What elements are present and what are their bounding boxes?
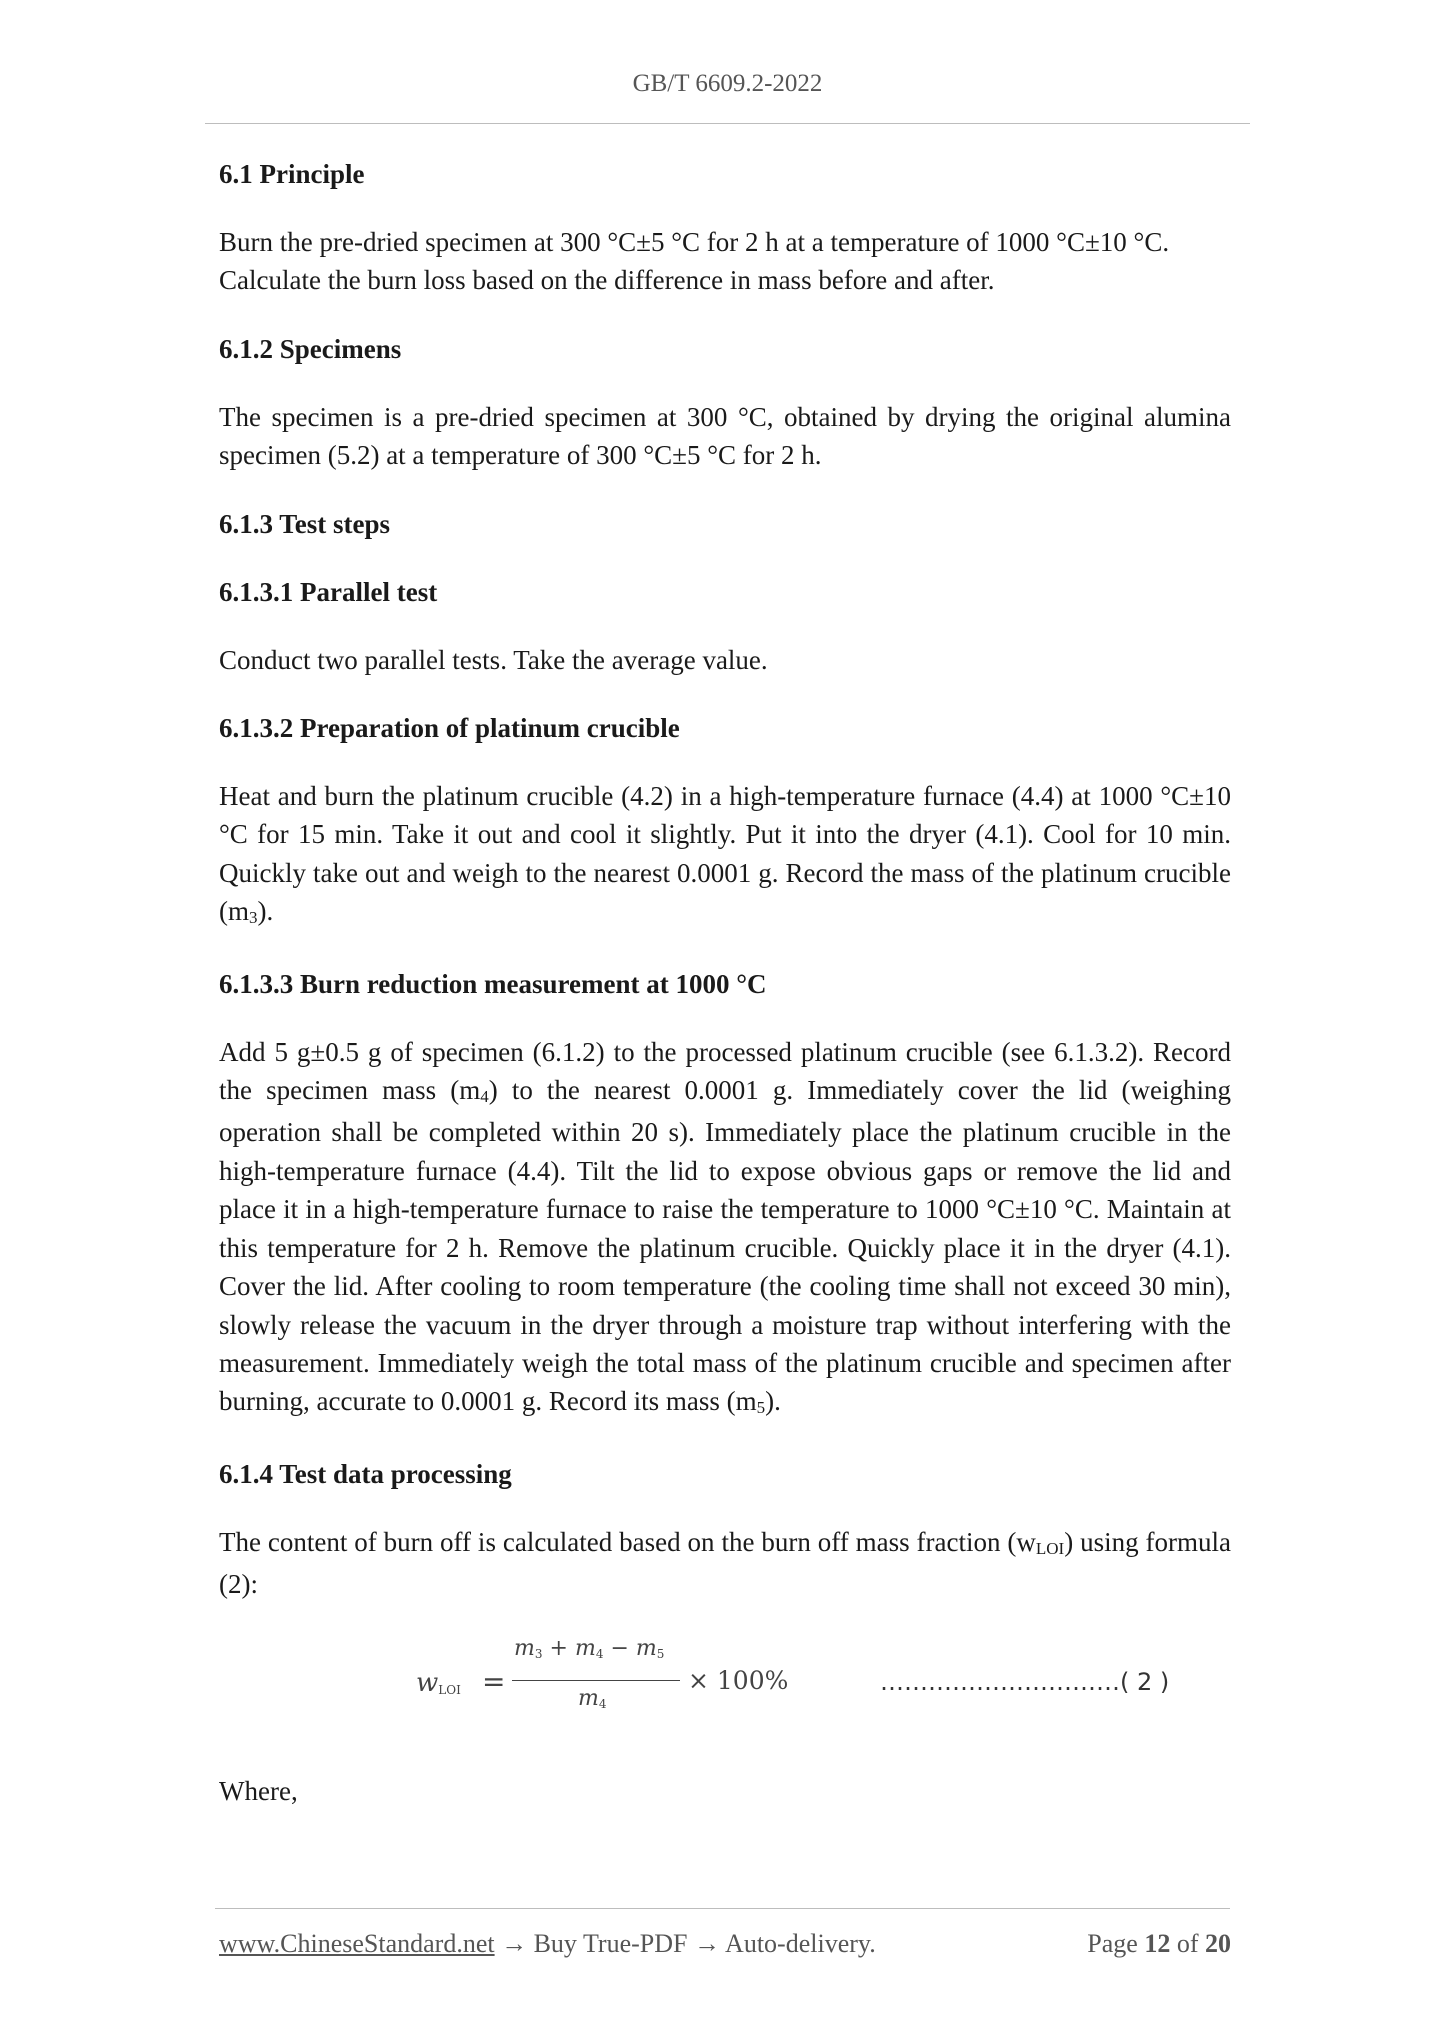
document-header [205, 70, 1250, 98]
document-footer [219, 1929, 1231, 1959]
header-divider [205, 123, 1250, 124]
heading-6-1-2: 6.1.2 Specimens [219, 333, 402, 364]
page-indicator [1087, 1929, 1231, 1959]
formula-subscript: 4 [598, 1696, 607, 1711]
footer-divider [215, 1908, 1230, 1909]
footer-promo: → Buy True-PDF → Auto-delivery. [494, 1929, 876, 1958]
paragraph-6-1-4 [219, 1523, 1231, 1604]
document-body [219, 155, 1231, 1840]
page-word: Page [1087, 1929, 1138, 1958]
formula-operator: + [542, 1635, 575, 1661]
paragraph-text: The content of burn off is calculated based on the burn off mass fraction (w [219, 1526, 1036, 1557]
heading-6-1-3-1: 6.1.3.1 Parallel test [219, 576, 438, 607]
paragraph-text: ). [257, 896, 274, 927]
formula-equals: = [482, 1664, 506, 1698]
paragraph-text: ). [765, 1386, 781, 1417]
formula-subscript: 3 [534, 1646, 543, 1661]
subscript: 3 [249, 908, 258, 928]
subscript: LOI [1035, 1538, 1065, 1558]
subscript: 4 [480, 1087, 489, 1107]
fraction-bar [512, 1680, 680, 1681]
heading-6-1-3: 6.1.3 Test steps [219, 508, 391, 539]
formula-subscript: LOI [438, 1682, 461, 1697]
formula-variable: m [635, 1635, 657, 1661]
paragraph-6-1-3-1: Conduct two parallel tests. Take the average value. [219, 644, 768, 675]
paragraph-6-1-3-3 [219, 1033, 1231, 1425]
paragraph-text: ) to the nearest 0.0001 g. Immediately cover the lid (weighing operation shall be completed within 20 s). Immediately place the platinum crucible in the high-temperature furnace (4.4). Tilt the lid to expose obvious gaps or remove the lid and place it in a high-temperature furnace to raise the temperature to 1000 °C±10 °C. Maintain at this temperature for 2 h. Remove the platinum crucible. Quickly place it in the dryer (4.1). Cover the lid. After cooling to room temperature (the cooling time shall not exceed 30 min), slowly release the vacuum in the dryer through a moisture trap without interfering with the measurement. Immediately weigh the total mass of the platinum crucible and specimen after burning, accurate to 0.0001 g. Record its mass (m [219, 1075, 1231, 1417]
formula-variable: m [574, 1635, 596, 1661]
subscript: 5 [756, 1398, 766, 1418]
paragraph-text: Add 5 g±0.5 g of specimen (6.1.2) to the processed platinum crucible (see 6.1.3.2). Record the specimen mass (m [219, 1036, 1231, 1106]
heading-6-1-4: 6.1.4 Test data processing [219, 1458, 512, 1489]
where-label: Where, [219, 1775, 298, 1806]
formula-variable: w [416, 1667, 439, 1698]
formula-expression [416, 1634, 816, 1734]
paragraph-text: Heat and burn the platinum crucible (4.2) in a high-temperature furnace (4.4) at 1000 °C±10 °C for 15 min. Take it out and cool it slightly. Put it into the dryer (4.1). Cool for 10 min. Quickly take out and weigh to the nearest 0.0001 g. Record the mass of the platinum crucible (m [219, 781, 1231, 927]
site-link[interactable]: www.ChineseStandard.net [219, 1929, 495, 1958]
formula-variable: m [514, 1635, 535, 1661]
paragraph-6-1-2: The specimen is a pre-dried specimen at 300 °C, obtained by drying the original alumina specimen (5.2) at a temperature of 300 °C±5 °C for 2 h. [219, 401, 1231, 471]
paragraph-6-1-3-2 [219, 777, 1231, 935]
formula-lhs [416, 1668, 461, 1698]
formula-operator: − [603, 1635, 636, 1661]
formula-2 [219, 1634, 1231, 1734]
formula-variable: m [578, 1685, 599, 1711]
formula-numerator [514, 1636, 664, 1661]
page-total: 20 [1205, 1929, 1231, 1958]
paragraph-text: ) using formula (2): [219, 1526, 1231, 1600]
paragraph-6-1: Burn the pre-dried specimen at 300 °C±5 °C for 2 h at a temperature of 1000 °C±10 °C. Calculate the burn loss based on the difference in mass before and after. [219, 227, 1170, 296]
formula-times-100: × 100% [688, 1665, 789, 1695]
heading-6-1-3-3: 6.1.3.3 Burn reduction measurement at 1000 °C [219, 968, 767, 999]
formula-subscript: 4 [595, 1646, 604, 1661]
formula-denominator [578, 1686, 607, 1711]
formula-subscript: 5 [656, 1646, 665, 1661]
standard-code: GB/T 6609.2-2022 [632, 70, 823, 97]
formula-number: …………………………( 2 ) [880, 1667, 1170, 1696]
page-current: 12 [1144, 1929, 1171, 1958]
heading-6-1: 6.1 Principle [219, 159, 365, 189]
of-word: of [1176, 1929, 1199, 1958]
heading-6-1-3-2: 6.1.3.2 Preparation of platinum crucible [219, 713, 680, 744]
